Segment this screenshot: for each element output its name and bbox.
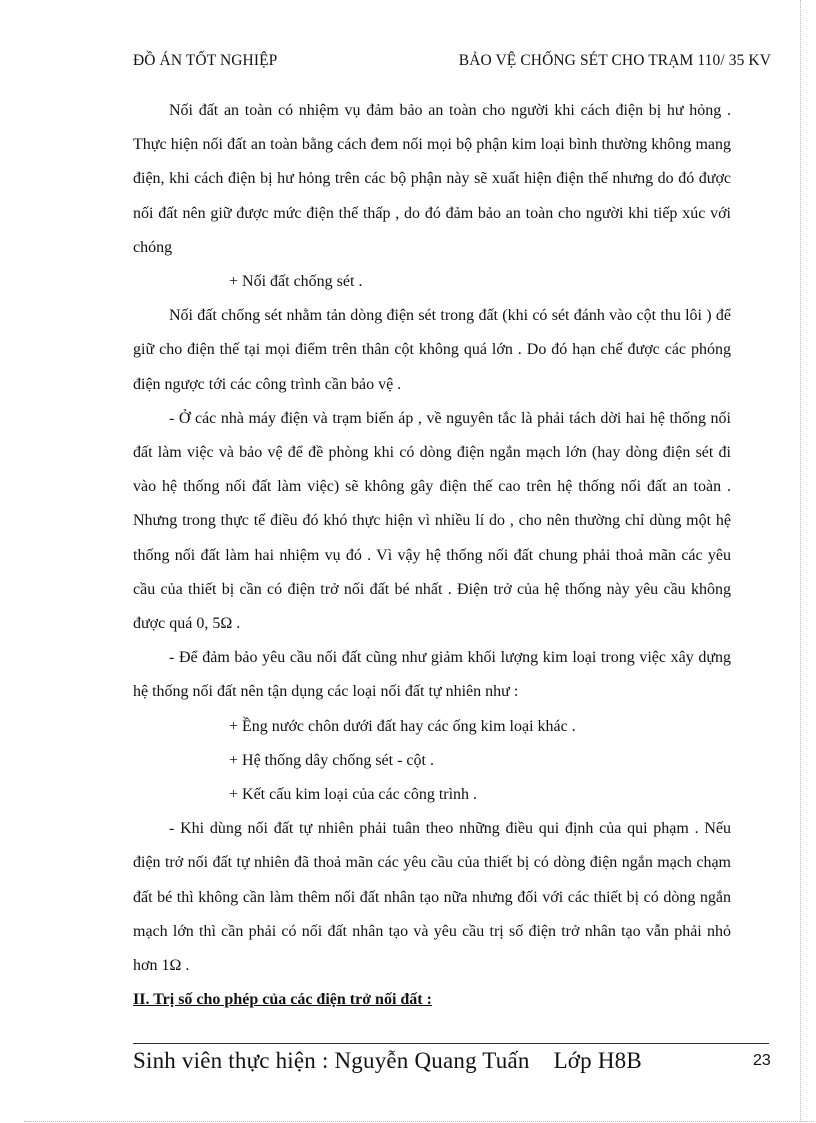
- footer-student: Sinh viên thực hiện : Nguyễn Quang Tuấn: [133, 1048, 530, 1073]
- paragraph-natural-grounding-rules: - Khi dùng nối đất tự nhiên phải tuân theo những điều qui định của qui phạm . Nếu điện trở nối đất tự nhiên đã thoả mãn các yêu cầu của thiết bị có dòng điện ngắn mạch chạm đất bé thì không cần làm thêm nối đất nhân tạo nữa nhưng đối với các thiết bị có dòng ngắn mạch lớn thì cần phải có nối đất nhân tạo và yêu cầu trị số điện trở nhân tạo vẫn phải nhỏ hơn 1Ω .: [133, 820, 731, 975]
- page-frame-bottom: [24, 1121, 814, 1122]
- paragraph-substation-grounding: - Ở các nhà máy điện và trạm biến áp , về nguyên tắc là phải tách dời hai hệ thống nối đất làm việc và bảo vệ để đề phòng khi có dòng điện ngắn mạch lớn (hay dòng điện sét đi vào hệ thống nối đất làm việc) sẽ không gây điện thế cao trên hệ thống nối đất an toàn . Nhưng trong thực tế điều đó khó thực hiện vì nhiều lí do , cho nên thường chỉ dùng một hệ thống nối đất làm hai nhiệm vụ đó . Vì vậy hệ thống nối đất chung phải thoả mãn các yêu cầu của thiết bị cần có điện trở nối đất bé nhất . Điện trở của hệ thống này yêu cầu không được quá 0, 5Ω .: [133, 409, 731, 633]
- header-right-title: BẢO VỆ CHỐNG SÉT CHO TRẠM 110/ 35 KV: [458, 52, 771, 69]
- paragraph-natural-grounding: - Để đảm bảo yêu cầu nối đất cũng như giảm khối lượng kim loại trong việc xây dựng hệ thống nối đất nên tận dụng các loại nối đất tự nhiên như :: [133, 649, 731, 701]
- list-item-lightning-grounding: + Nối đất chống sét .: [229, 273, 363, 291]
- page-header: [133, 52, 771, 72]
- footer-divider: [133, 1043, 769, 1044]
- page-footer: [133, 1046, 642, 1076]
- document-body: [133, 94, 731, 1017]
- list-item-shield-wire: + Hệ thống dây chống sét - cột .: [229, 751, 434, 769]
- paragraph-safety-grounding: Nối đất an toàn có nhiệm vụ đảm bảo an toàn cho người khi cách điện bị hư hỏng . Thực hiện nối đất an toàn bằng cách đem nối mọi bộ phận kim loại bình thường không mang điện, khi cách điện bị hư hỏng trên các bộ phận này sẽ xuất hiện điện thế nhưng do đó được nối đất nên giữ được mức điện thế thấp , do đó đảm bảo an toàn cho người khi tiếp xúc với chóng: [133, 102, 731, 256]
- list-item-metal-structures: + Kết cấu kim loại của các công trình .: [229, 786, 478, 804]
- page-frame-right: [800, 0, 801, 1122]
- list-item-water-pipes: + Ềng nước chôn dưới đất hay các ống kim loại khác .: [229, 717, 576, 735]
- paragraph-lightning-grounding: Nối đất chống sét nhằm tản dòng điện sét trong đất (khi có sét đánh vào cột thu lôi ) để giữ cho điện thế tại mọi điểm trên thân cột không quá lớn . Do đó hạn chế được các phóng điện ngược tới các công trình cần bảo vệ .: [133, 307, 731, 393]
- footer-class: Lớp H8B: [553, 1048, 642, 1073]
- section-heading: II. Trị số cho phép của các điện trở nối đất :: [133, 991, 432, 1009]
- page-number: 23: [753, 1052, 771, 1069]
- header-left-title: ĐỒ ÁN TỐT NGHIỆP: [133, 52, 278, 69]
